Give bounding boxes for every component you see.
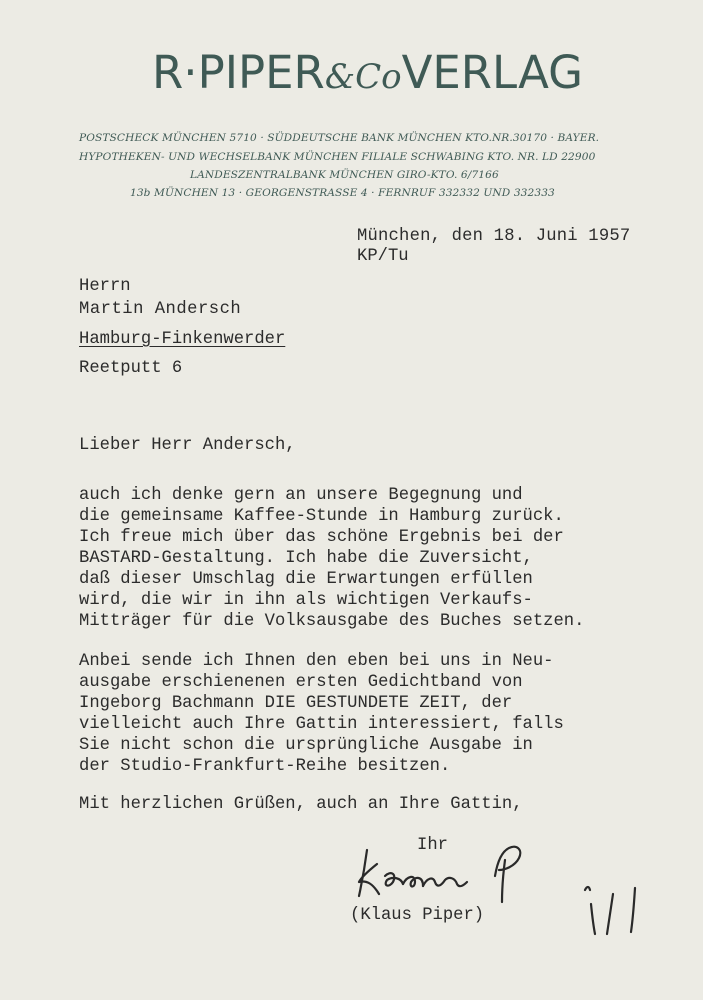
- body-line: wird, die wir in ihn als wichtigen Verkaufs-: [79, 591, 533, 610]
- body-line: auch ich denke gern an unsere Begegnung und: [79, 486, 523, 505]
- closing-ihr: Ihr: [417, 836, 448, 855]
- letterhead-line-2: HYPOTHEKEN- UND WECHSELBANK MÜNCHEN FILIALE SCHWABING KTO. NR. LD 22900: [79, 151, 596, 163]
- letterhead-line-4: 13b MÜNCHEN 13 · GEORGENSTRASSE 4 · FERNRUF 332332 UND 332333: [130, 187, 555, 199]
- signature-name: (Klaus Piper): [350, 906, 485, 925]
- body-line: Sie nicht schon die ursprüngliche Ausgabe in: [79, 736, 533, 755]
- body-line: BASTARD-Gestaltung. Ich habe die Zuversicht,: [79, 549, 533, 568]
- body-line: daß dieser Umschlag die Erwartungen erfüllen: [79, 570, 533, 589]
- recipient-street: Reetputt 6: [79, 359, 183, 378]
- recipient-salutation: Herrn: [79, 277, 131, 296]
- letterhead-line-1: POSTSCHECK MÜNCHEN 5710 · SÜDDEUTSCHE BANK MÜNCHEN KTO.NR.30170 · BAYER.: [79, 132, 600, 144]
- publisher-logo: R·PIPER&CoVERLAG: [152, 46, 584, 99]
- body-line: der Studio-Frankfurt-Reihe besitzen.: [79, 757, 451, 776]
- body-line: ausgabe erschienenen ersten Gedichtband von: [79, 673, 523, 692]
- recipient-city: Hamburg-Finkenwerder: [79, 330, 286, 349]
- recipient-name: Martin Andersch: [79, 300, 242, 319]
- body-line: Ich freue mich über das schöne Ergebnis bei der: [79, 528, 564, 547]
- letterhead-line-3: LANDESZENTRALBANK MÜNCHEN GIRO-KTO. 6/7166: [190, 169, 499, 181]
- reference-code: KP/Tu: [357, 247, 409, 266]
- body-line: die gemeinsame Kaffee-Stunde in Hamburg zurück.: [79, 507, 564, 526]
- body-line: Ingeborg Bachmann DIE GESTUNDETE ZEIT, der: [79, 694, 513, 713]
- date-line: München, den 18. Juni 1957: [357, 227, 631, 246]
- body-line: Anbei sende ich Ihnen den eben bei uns in Neu-: [79, 652, 554, 671]
- body-line: vielleicht auch Ihre Gattin interessiert, falls: [79, 715, 564, 734]
- greeting: Lieber Herr Andersch,: [79, 436, 296, 455]
- body-line: Mitträger für die Volksausgabe des Buches setzen.: [79, 612, 585, 631]
- closing-line: Mit herzlichen Grüßen, auch an Ihre Gattin,: [79, 795, 523, 814]
